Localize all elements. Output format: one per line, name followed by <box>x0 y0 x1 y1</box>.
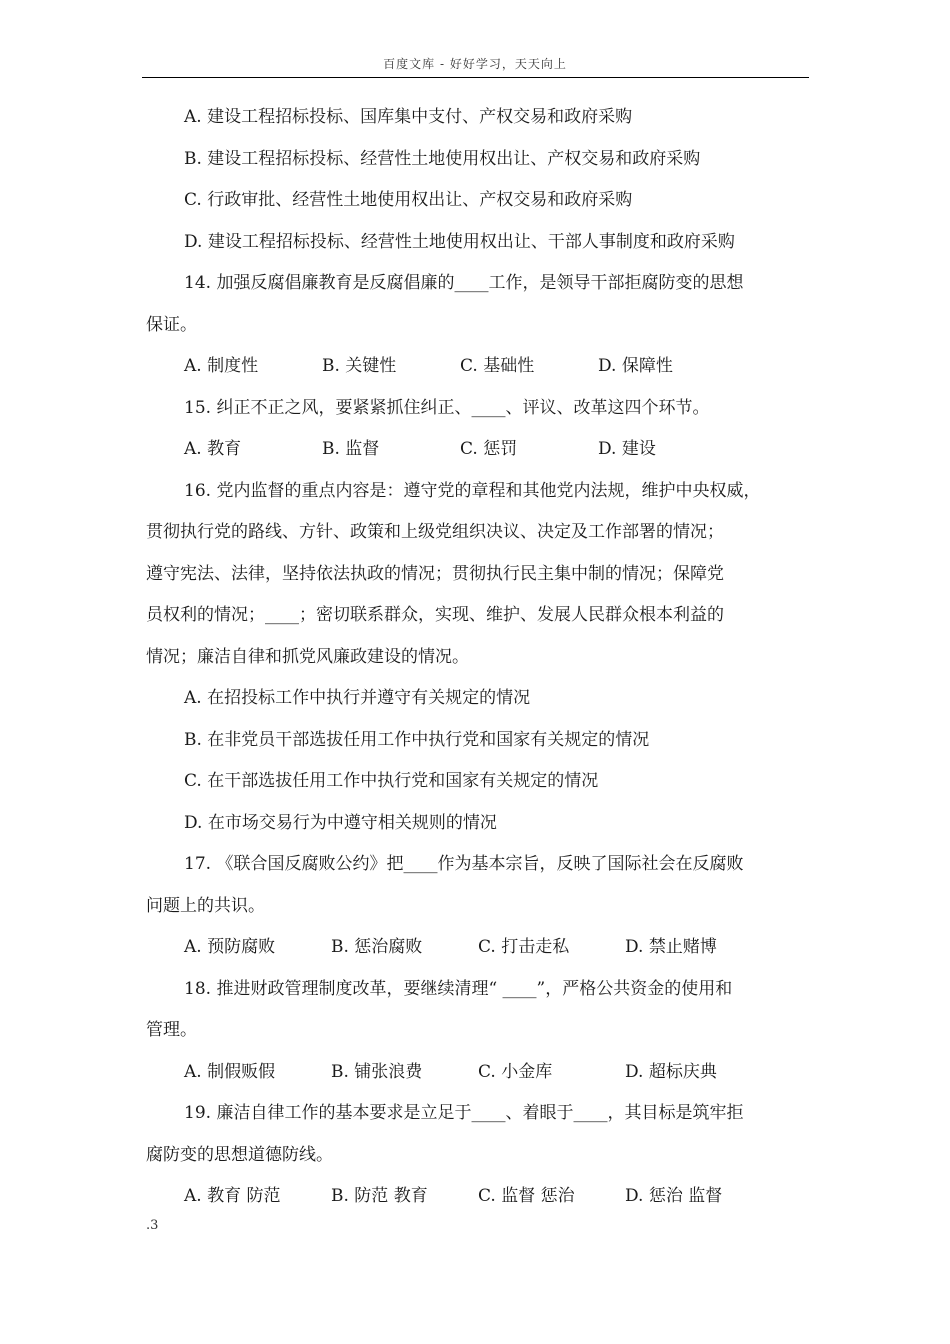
q19-option-d: D. 惩治 监督 <box>625 1186 723 1206</box>
q18-option-b: B. 铺张浪费 <box>331 1061 423 1082</box>
q13-option-c: C. 行政审批、经营性土地使用权出让、产权交易和政府采购 <box>184 190 633 210</box>
q15-option-c: C. 惩罚 <box>460 439 518 459</box>
q16-text-line1: 16. 党内监督的重点内容是：遵守党的章程和其他党内法规，维护中央权威， <box>184 480 761 501</box>
q16-text-line3: 遵守宪法、法律，坚持依法执政的情况；贯彻执行民主集中制的情况；保障党 <box>146 563 724 584</box>
q19-text-line1: 19. 廉洁自律工作的基本要求是立足于____、着眼于____，其目标是筑牢拒 <box>184 1103 744 1123</box>
q19-option-b: B. 防范 教育 <box>331 1186 428 1206</box>
q19-options <box>146 1176 812 1218</box>
q14-option-a: A. 制度性 <box>184 356 259 376</box>
q14-option-c: C. 基础性 <box>460 356 535 376</box>
q17-option-a: A. 预防腐败 <box>184 937 276 957</box>
q19-text-line2: 腐防变的思想道德防线。 <box>146 1144 333 1165</box>
q16-option-b: B. 在非党员干部选拔任用工作中执行党和国家有关规定的情况 <box>184 729 650 750</box>
q15-option-a: A. 教育 <box>184 439 242 459</box>
document-body <box>146 97 812 1218</box>
q19-option-c: C. 监督 惩治 <box>478 1186 575 1206</box>
page-header: 百度文库 - 好好学习，天天向上 <box>383 57 567 71</box>
q17-option-b: B. 惩治腐败 <box>331 937 423 957</box>
q16-option-c: C. 在干部选拔任用工作中执行党和国家有关规定的情况 <box>184 771 599 791</box>
q16-option-a: A. 在招投标工作中执行并遵守有关规定的情况 <box>184 688 531 708</box>
q17-option-c: C. 打击走私 <box>478 937 570 957</box>
header-divider <box>142 77 809 78</box>
page-number: .3 <box>146 1218 159 1233</box>
q18-options <box>146 1052 812 1094</box>
q18-option-a: A. 制假贩假 <box>184 1061 276 1082</box>
q14-options <box>146 346 812 388</box>
q15-option-d: D. 建设 <box>598 439 656 459</box>
q16-option-d: D. 在市场交易行为中遵守相关规则的情况 <box>184 812 497 833</box>
q14-option-d: D. 保障性 <box>598 356 673 376</box>
q15-options <box>146 429 812 471</box>
q14-text-line2: 保证。 <box>146 314 197 335</box>
q15-option-b: B. 监督 <box>322 439 380 459</box>
q14-option-b: B. 关键性 <box>322 356 397 376</box>
q17-option-d: D. 禁止赌博 <box>625 937 717 957</box>
q18-option-d: D. 超标庆典 <box>625 1061 717 1082</box>
q18-text-line2: 管理。 <box>146 1020 197 1040</box>
q17-text-line2: 问题上的共识。 <box>146 895 265 916</box>
q16-text-line4: 员权利的情况；____；密切联系群众，实现、维护、发展人民群众根本利益的 <box>146 605 724 625</box>
q13-option-b: B. 建设工程招标投标、经营性土地使用权出让、产权交易和政府采购 <box>184 148 701 169</box>
q14-text-line1: 14. 加强反腐倡廉教育是反腐倡廉的____工作，是领导干部拒腐防变的思想 <box>184 273 744 293</box>
q13-option-a: A. 建设工程招标投标、国库集中支付、产权交易和政府采购 <box>184 107 633 127</box>
q13-option-d: D. 建设工程招标投标、经营性土地使用权出让、干部人事制度和政府采购 <box>184 231 735 252</box>
q16-text-line5: 情况；廉洁自律和抓党风廉政建设的情况。 <box>146 646 469 667</box>
q17-options <box>146 927 812 969</box>
q16-text-line2: 贯彻执行党的路线、方针、政策和上级党组织决议、决定及工作部署的情况； <box>146 522 724 542</box>
q18-option-c: C. 小金库 <box>478 1061 553 1082</box>
q17-text-line1: 17. 《联合国反腐败公约》把____作为基本宗旨，反映了国际社会在反腐败 <box>184 854 744 874</box>
q15-text-line1: 15. 纠正不正之风，要紧紧抓住纠正、____、评议、改革这四个环节。 <box>184 397 710 418</box>
q19-option-a: A. 教育 防范 <box>184 1186 281 1206</box>
q18-text-line1: 18. 推进财政管理制度改革，要继续清理“ ____”，严格公共资金的使用和 <box>184 978 733 999</box>
